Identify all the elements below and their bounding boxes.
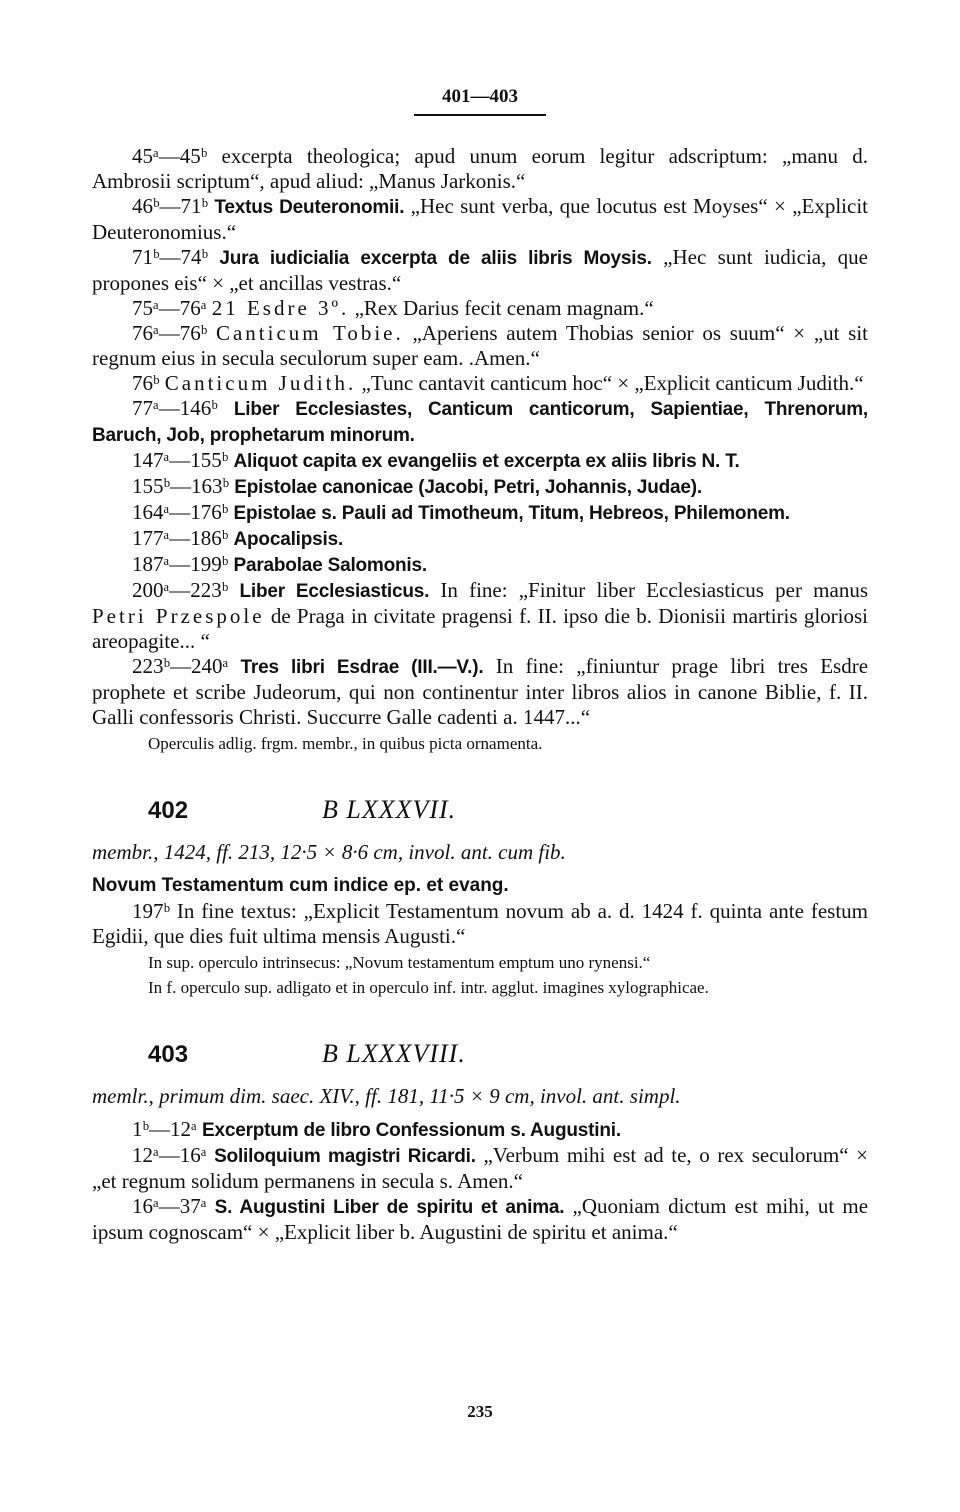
- folio-ref: 16ᵃ—37ᵃ: [132, 1194, 207, 1218]
- folio-ref: 200ᵃ—223ᵇ: [132, 578, 229, 602]
- folio-ref: 12ᵃ—16ᵃ: [132, 1143, 207, 1167]
- folio-ref: 155ᵇ—163ᵇ: [132, 474, 230, 498]
- folio-ref: 177ᵃ—186ᵇ: [132, 526, 229, 550]
- entry-401-item: [92, 578, 868, 654]
- entry-401-item: [92, 144, 868, 194]
- item-title: Liber Ecclesiastes, Canticum canticorum, Sapientiae, Threnorum, Baruch, Job, prophetarum minorum.: [92, 399, 868, 446]
- folio-ref: 45ᵃ—45ᵇ: [132, 144, 208, 168]
- item-text: „Tunc cantavit canticum hoc“ × „Explicit canticum Judith.“: [361, 371, 864, 395]
- running-header: [0, 86, 960, 116]
- item-title: Excerptum de libro Confessionum s. Augustini.: [202, 1120, 621, 1141]
- binding-note: Operculis adlig. frgm. membr., in quibus picta ornamenta.: [148, 734, 543, 753]
- item-title: Textus Deuteronomii.: [214, 197, 405, 218]
- entry-401-item: [92, 194, 868, 245]
- item-title: Epistolae canonicae (Jacobi, Petri, Johannis, Judae).: [234, 477, 702, 498]
- entry-403-item: [92, 1117, 868, 1143]
- entry-401-item: [92, 500, 868, 526]
- entry-401-item: [92, 474, 868, 500]
- folio-ref: 164ᵃ—176ᵇ: [132, 500, 229, 524]
- item-text: excerpta theologica; apud unum eorum legitur adscriptum: „manu d. Ambrosii scriptum“, apud aliud: „Manus Jarkonis.“: [92, 144, 869, 193]
- page-range: 401—403: [414, 86, 546, 116]
- binding-note: In sup. operculo intrinsecus: „Novum testamentum emptum uno rynensi.“: [148, 953, 651, 972]
- entry-401-item: [92, 654, 868, 730]
- folio-ref: 76ᵃ—76ᵇ: [132, 321, 208, 345]
- item-title: Apocalipsis.: [233, 529, 344, 550]
- item-text-cont: de Praga in civitate pragensi f. II. ipso die b. Dionisii martiris gloriosi areopagite... “: [92, 604, 868, 653]
- item-title: Parabolae Salomonis.: [233, 555, 427, 576]
- physical-description: memlr., primum dim. saec. XIV., ff. 181, 11·5 × 9 cm, invol. ant. simpl.: [92, 1084, 681, 1108]
- item-title: S. Augustini Liber de spiritu et anima.: [214, 1197, 565, 1218]
- work-title: Novum Testamentum cum indice ep. et evang.: [92, 875, 509, 896]
- item-spaced-title: Canticum Tobie.: [215, 321, 404, 345]
- entry-401-item: [92, 552, 868, 578]
- item-title: Liber Ecclesiasticus.: [239, 581, 430, 602]
- page-number: 235: [467, 1402, 493, 1421]
- folio-ref: 46ᵇ—71ᵇ: [132, 194, 209, 218]
- folio-ref: 223ᵇ—240ᵃ: [132, 654, 229, 678]
- item-title: Epistolae s. Pauli ad Timotheum, Titum, Hebreos, Philemonem.: [233, 503, 790, 524]
- entry-401-item: [92, 371, 868, 396]
- entry-403-heading: [92, 1039, 868, 1069]
- shelf-signature: B LXXXVIII.: [322, 1039, 466, 1068]
- physical-description: membr., 1424, ff. 213, 12·5 × 8·6 cm, invol. ant. cum fib.: [92, 840, 566, 864]
- item-text: „Verbum mihi est ad te, o rex seculorum“ × „et regnum solidum permanens in secula s. Amen.“: [92, 1143, 868, 1193]
- item-title: Soliloquium magistri Ricardi.: [214, 1146, 476, 1167]
- entry-401-item: [92, 296, 868, 321]
- entry-number: 402: [148, 797, 189, 824]
- entry-401-item: [92, 448, 868, 474]
- item-text: „Hec sunt verba, que locutus est Moyses“ × „Explicit Deuteronomius.“: [92, 194, 869, 244]
- folio-ref: 187ᵃ—199ᵇ: [132, 552, 229, 576]
- item-text: „Rex Darius fecit cenam magnam.“: [354, 296, 654, 320]
- item-spaced-title: 21 Esdre 3º.: [211, 296, 350, 320]
- item-title: Jura iudicialia excerpta de aliis libris Moysis.: [219, 248, 652, 269]
- folio-ref: 75ᵃ—76ᵃ: [132, 296, 207, 320]
- item-spaced-title: Canticum Judith.: [164, 371, 357, 395]
- entry-403-item: [92, 1143, 868, 1194]
- item-text: „Hec sunt iudicia, que propones eis“ × „et ancillas vestras.“: [92, 245, 869, 295]
- item-text: In fine: „finiuntur prage libri tres Esdre prophete et scribe Judeorum, qui non continentur inter libros alios in canone Biblie, f. II. Galli confessoris Christi. Succurre Galle cadenti a. 1447...“: [92, 654, 869, 729]
- scribe-name: Petri Przespole: [92, 604, 265, 628]
- entry-403-item: [92, 1194, 868, 1245]
- entry-401-item: [92, 321, 868, 371]
- shelf-signature: B LXXXVII.: [322, 795, 457, 824]
- item-text: „Aperiens autem Thobias senior os suum“ × „ut sit regnum eius in secula seculorum super eam. .Amen.“: [92, 321, 869, 370]
- item-text: In fine textus: „Explicit Testamentum novum ab a. d. 1424 f. quinta ante festum Egidii, que dies fuit ultima mensis Augusti.“: [92, 899, 868, 948]
- entry-401-item: [92, 245, 868, 296]
- folio-ref: 77ᵃ—146ᵇ: [132, 396, 218, 420]
- folio-ref: 147ᵃ—155ᵇ: [132, 448, 229, 472]
- folio-ref: 76ᵇ: [132, 371, 160, 395]
- entry-number: 403: [148, 1041, 189, 1068]
- entry-402-heading: [92, 795, 868, 825]
- page-body: [92, 144, 868, 1245]
- folio-ref: 1ᵇ—12ᵃ: [132, 1117, 197, 1141]
- item-title: Tres libri Esdrae (III.—V.).: [240, 657, 484, 678]
- entry-402-item: [92, 899, 868, 949]
- folio-ref: 71ᵇ—74ᵇ: [132, 245, 209, 269]
- item-text: In fine: „Finitur liber Ecclesiasticus per manus: [440, 578, 868, 602]
- item-text: „Quoniam dictum est mihi, ut me ipsum cognoscam“ × „Explicit liber b. Augustini de spiritu et anima.“: [92, 1194, 869, 1244]
- folio-ref: 197ᵇ: [132, 899, 171, 923]
- item-title: Aliquot capita ex evangeliis et excerpta ex aliis libris N. T.: [233, 451, 740, 472]
- binding-note: In f. operculo sup. adligato et in operculo inf. intr. agglut. imagines xylographicae.: [148, 978, 709, 997]
- entry-401-item: [92, 526, 868, 552]
- entry-401-item: [92, 396, 868, 448]
